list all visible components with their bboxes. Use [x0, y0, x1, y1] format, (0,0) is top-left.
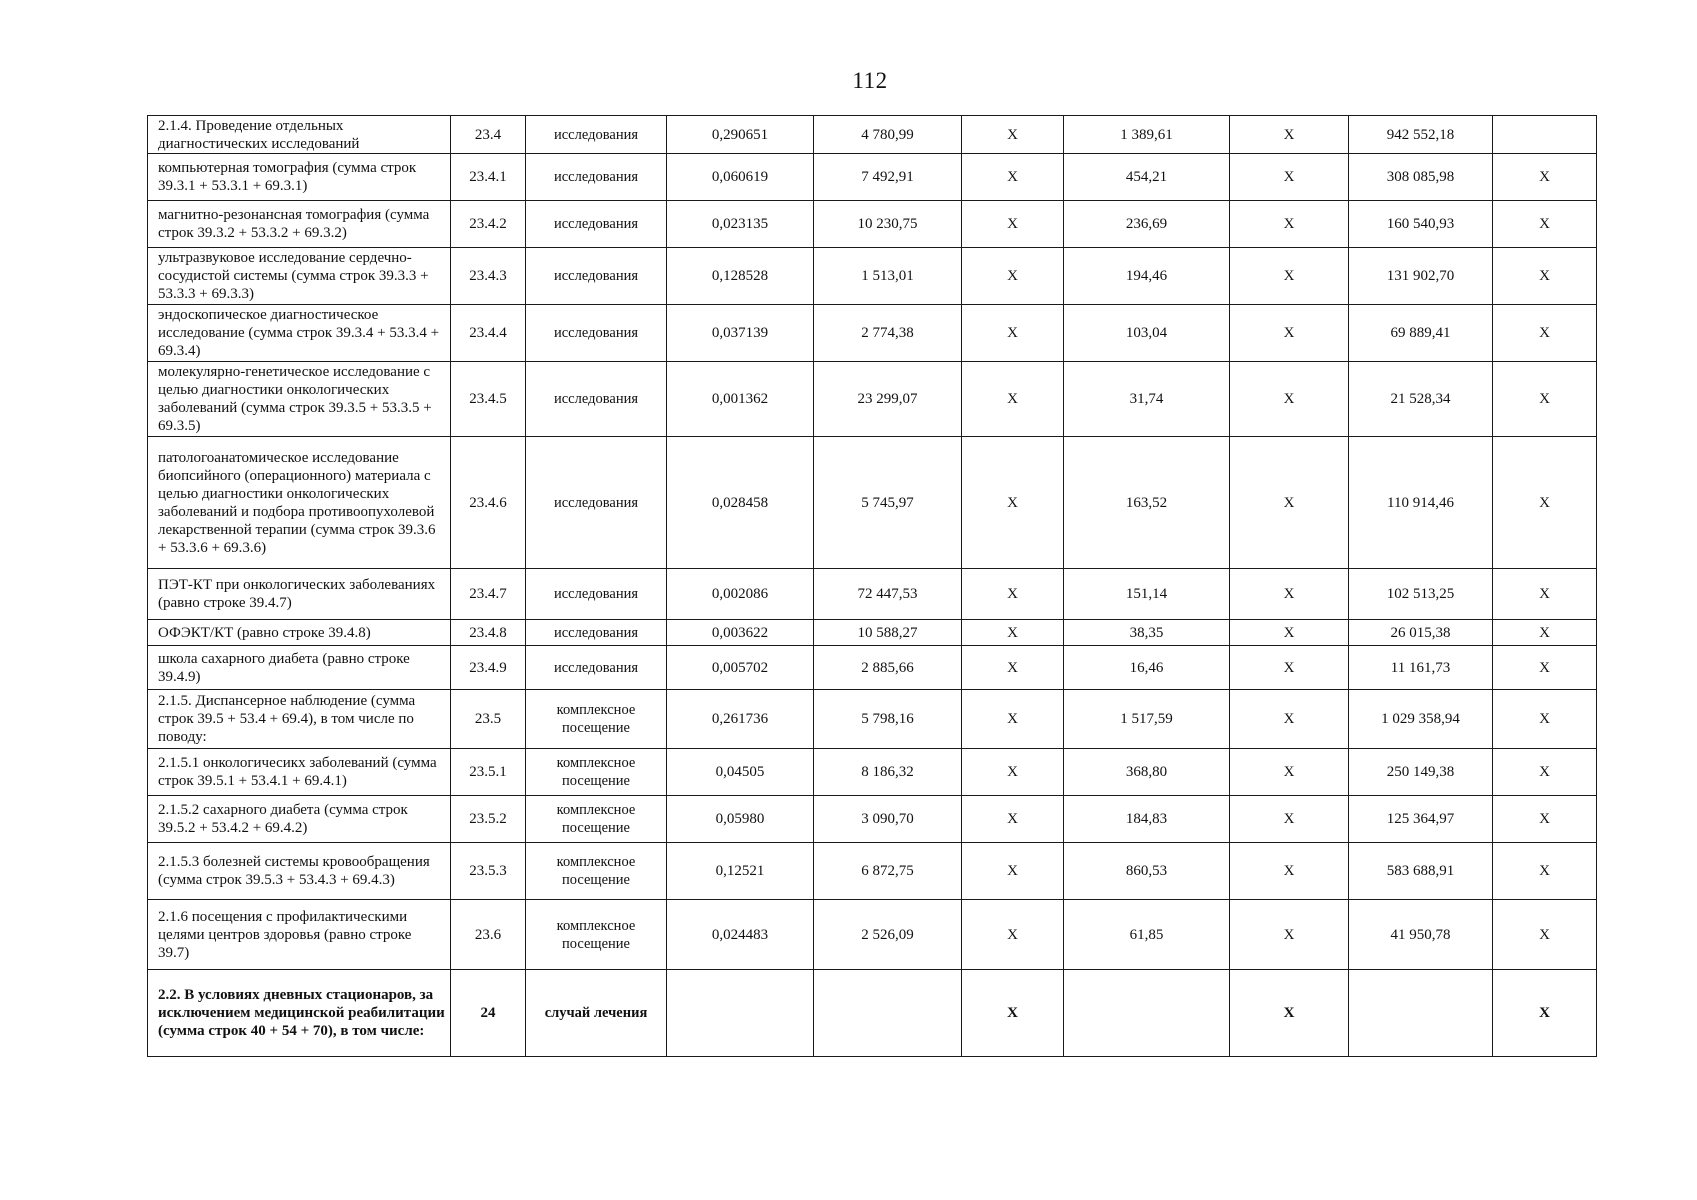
table-row — [148, 646, 1597, 690]
row-col-6: Х — [962, 843, 1064, 900]
row-col-10: Х — [1493, 362, 1597, 437]
row-col-8: Х — [1230, 305, 1349, 362]
row-description: 2.2. В условиях дневных стационаров, за исключением медицинской реабилитации (сумма строк 40 + 54 + 70), в том числе: — [148, 970, 451, 1057]
row-col-7: 31,74 — [1064, 362, 1230, 437]
row-unit: исследования — [526, 646, 667, 690]
row-col-9: 21 528,34 — [1349, 362, 1493, 437]
row-col-6: Х — [962, 970, 1064, 1057]
row-col-8: Х — [1230, 796, 1349, 843]
row-col-5: 1 513,01 — [814, 248, 962, 305]
row-col-4: 0,060619 — [667, 154, 814, 201]
row-col-10: Х — [1493, 305, 1597, 362]
row-col-5: 2 774,38 — [814, 305, 962, 362]
row-col-9: 308 085,98 — [1349, 154, 1493, 201]
row-col-9: 41 950,78 — [1349, 900, 1493, 970]
row-col-6: Х — [962, 900, 1064, 970]
row-col-4: 0,001362 — [667, 362, 814, 437]
row-col-9: 250 149,38 — [1349, 749, 1493, 796]
row-col-7: 454,21 — [1064, 154, 1230, 201]
row-col-8: Х — [1230, 690, 1349, 749]
table-row — [148, 201, 1597, 248]
row-unit: исследования — [526, 362, 667, 437]
row-col-10: Х — [1493, 620, 1597, 646]
row-col-5: 2 526,09 — [814, 900, 962, 970]
row-col-9: 69 889,41 — [1349, 305, 1493, 362]
row-code: 23.5.2 — [451, 796, 526, 843]
row-unit: комплексное посещение — [526, 900, 667, 970]
table-row — [148, 690, 1597, 749]
table-row — [148, 569, 1597, 620]
row-unit: комплексное посещение — [526, 843, 667, 900]
row-col-8: Х — [1230, 569, 1349, 620]
row-col-8: Х — [1230, 201, 1349, 248]
row-col-4: 0,261736 — [667, 690, 814, 749]
row-unit: исследования — [526, 116, 667, 154]
row-col-4: 0,128528 — [667, 248, 814, 305]
row-col-5: 10 588,27 — [814, 620, 962, 646]
row-description: 2.1.6 посещения с профилактическими целями центров здоровья (равно строке 39.7) — [148, 900, 451, 970]
row-code: 23.4.4 — [451, 305, 526, 362]
row-code: 23.4.6 — [451, 437, 526, 569]
row-col-7: 368,80 — [1064, 749, 1230, 796]
row-col-9: 125 364,97 — [1349, 796, 1493, 843]
table-row — [148, 843, 1597, 900]
row-description: ультразвуковое исследование сердечно-сосудистой системы (сумма строк 39.3.3 + 53.3.3 + 69.3.3) — [148, 248, 451, 305]
row-unit: исследования — [526, 569, 667, 620]
table-row — [148, 305, 1597, 362]
table-row — [148, 796, 1597, 843]
row-code: 23.5.1 — [451, 749, 526, 796]
row-code: 23.4.9 — [451, 646, 526, 690]
row-col-6: Х — [962, 690, 1064, 749]
row-col-10: Х — [1493, 201, 1597, 248]
row-unit: комплексное посещение — [526, 690, 667, 749]
row-col-8: Х — [1230, 362, 1349, 437]
row-col-5: 6 872,75 — [814, 843, 962, 900]
row-col-8: Х — [1230, 646, 1349, 690]
row-col-6: Х — [962, 154, 1064, 201]
row-col-4: 0,04505 — [667, 749, 814, 796]
row-col-10: Х — [1493, 690, 1597, 749]
row-code: 23.4.3 — [451, 248, 526, 305]
row-col-4: 0,003622 — [667, 620, 814, 646]
row-col-5: 72 447,53 — [814, 569, 962, 620]
row-col-9: 102 513,25 — [1349, 569, 1493, 620]
table-row — [148, 970, 1597, 1057]
row-col-7 — [1064, 970, 1230, 1057]
row-description: 2.1.5.3 болезней системы кровообращения (сумма строк 39.5.3 + 53.4.3 + 69.4.3) — [148, 843, 451, 900]
row-col-10: Х — [1493, 796, 1597, 843]
row-col-10 — [1493, 116, 1597, 154]
row-col-7: 16,46 — [1064, 646, 1230, 690]
row-col-10: Х — [1493, 437, 1597, 569]
row-col-4 — [667, 970, 814, 1057]
row-col-9: 26 015,38 — [1349, 620, 1493, 646]
row-col-5: 23 299,07 — [814, 362, 962, 437]
row-col-9: 583 688,91 — [1349, 843, 1493, 900]
row-col-6: Х — [962, 116, 1064, 154]
table-row — [148, 749, 1597, 796]
row-code: 23.4.1 — [451, 154, 526, 201]
page-number: 112 — [852, 68, 888, 93]
row-col-7: 1 517,59 — [1064, 690, 1230, 749]
row-col-4: 0,024483 — [667, 900, 814, 970]
row-col-9 — [1349, 970, 1493, 1057]
row-col-4: 0,005702 — [667, 646, 814, 690]
row-unit: исследования — [526, 248, 667, 305]
table-row — [148, 154, 1597, 201]
row-col-6: Х — [962, 248, 1064, 305]
row-col-4: 0,037139 — [667, 305, 814, 362]
row-col-10: Х — [1493, 248, 1597, 305]
row-col-9: 160 540,93 — [1349, 201, 1493, 248]
row-col-8: Х — [1230, 154, 1349, 201]
row-col-5: 4 780,99 — [814, 116, 962, 154]
row-code: 23.4.5 — [451, 362, 526, 437]
row-description: молекулярно-генетическое исследование с целью диагностики онкологических заболеваний (сумма строк 39.3.5 + 53.3.5 + 69.3.5) — [148, 362, 451, 437]
row-unit: исследования — [526, 305, 667, 362]
row-col-7: 163,52 — [1064, 437, 1230, 569]
row-description: патологоанатомическое исследование биопсийного (операционного) материала с целью диагностики онкологических заболеваний и подбора противоопухолевой лекарственной терапии (сумма строк 39.3.6 + 53.3.6 + 69.3.6) — [148, 437, 451, 569]
row-col-8: Х — [1230, 970, 1349, 1057]
row-col-4: 0,05980 — [667, 796, 814, 843]
row-code: 23.4.8 — [451, 620, 526, 646]
row-col-7: 103,04 — [1064, 305, 1230, 362]
row-col-4: 0,12521 — [667, 843, 814, 900]
row-col-9: 942 552,18 — [1349, 116, 1493, 154]
row-code: 23.5 — [451, 690, 526, 749]
row-description: 2.1.4. Проведение отдельных диагностических исследований — [148, 116, 451, 154]
row-description: школа сахарного диабета (равно строке 39.4.9) — [148, 646, 451, 690]
row-col-7: 236,69 — [1064, 201, 1230, 248]
row-unit: исследования — [526, 154, 667, 201]
row-col-10: Х — [1493, 154, 1597, 201]
row-col-7: 151,14 — [1064, 569, 1230, 620]
row-col-5: 10 230,75 — [814, 201, 962, 248]
row-unit: исследования — [526, 201, 667, 248]
row-col-5: 3 090,70 — [814, 796, 962, 843]
table-row — [148, 362, 1597, 437]
table-body — [148, 116, 1597, 1057]
row-col-7: 61,85 — [1064, 900, 1230, 970]
row-description: эндоскопическое диагностическое исследование (сумма строк 39.3.4 + 53.3.4 + 69.3.4) — [148, 305, 451, 362]
row-col-7: 184,83 — [1064, 796, 1230, 843]
row-unit: комплексное посещение — [526, 749, 667, 796]
table-row — [148, 437, 1597, 569]
table-row — [148, 116, 1597, 154]
row-description: 2.1.5. Диспансерное наблюдение (сумма строк 39.5 + 53.4 + 69.4), в том числе по поводу: — [148, 690, 451, 749]
row-col-10: Х — [1493, 569, 1597, 620]
row-unit: случай лечения — [526, 970, 667, 1057]
row-col-8: Х — [1230, 843, 1349, 900]
row-col-6: Х — [962, 796, 1064, 843]
row-col-9: 1 029 358,94 — [1349, 690, 1493, 749]
row-col-5: 5 798,16 — [814, 690, 962, 749]
row-col-9: 131 902,70 — [1349, 248, 1493, 305]
row-col-8: Х — [1230, 116, 1349, 154]
row-description: магнитно-резонансная томография (сумма строк 39.3.2 + 53.3.2 + 69.3.2) — [148, 201, 451, 248]
row-col-6: Х — [962, 305, 1064, 362]
row-col-5: 2 885,66 — [814, 646, 962, 690]
row-col-7: 38,35 — [1064, 620, 1230, 646]
row-col-8: Х — [1230, 620, 1349, 646]
row-col-5: 8 186,32 — [814, 749, 962, 796]
row-col-4: 0,028458 — [667, 437, 814, 569]
row-code: 23.4.2 — [451, 201, 526, 248]
row-col-8: Х — [1230, 248, 1349, 305]
row-col-4: 0,023135 — [667, 201, 814, 248]
row-col-5: 5 745,97 — [814, 437, 962, 569]
row-unit: исследования — [526, 620, 667, 646]
row-code: 23.5.3 — [451, 843, 526, 900]
row-description: ОФЭКТ/КТ (равно строке 39.4.8) — [148, 620, 451, 646]
row-unit: комплексное посещение — [526, 796, 667, 843]
row-col-10: Х — [1493, 900, 1597, 970]
row-col-10: Х — [1493, 843, 1597, 900]
table-row — [148, 248, 1597, 305]
row-code: 23.4.7 — [451, 569, 526, 620]
row-description: компьютерная томография (сумма строк 39.3.1 + 53.3.1 + 69.3.1) — [148, 154, 451, 201]
row-code: 23.6 — [451, 900, 526, 970]
row-col-9: 110 914,46 — [1349, 437, 1493, 569]
row-col-10: Х — [1493, 749, 1597, 796]
table-row — [148, 620, 1597, 646]
row-col-6: Х — [962, 749, 1064, 796]
row-description: ПЭТ-КТ при онкологических заболеваниях (равно строке 39.4.7) — [148, 569, 451, 620]
row-col-5 — [814, 970, 962, 1057]
row-col-7: 860,53 — [1064, 843, 1230, 900]
row-code: 24 — [451, 970, 526, 1057]
row-col-10: Х — [1493, 970, 1597, 1057]
row-col-6: Х — [962, 646, 1064, 690]
row-col-8: Х — [1230, 749, 1349, 796]
row-col-7: 194,46 — [1064, 248, 1230, 305]
data-table — [147, 115, 1597, 1057]
row-col-6: Х — [962, 569, 1064, 620]
row-col-7: 1 389,61 — [1064, 116, 1230, 154]
row-col-8: Х — [1230, 437, 1349, 569]
row-code: 23.4 — [451, 116, 526, 154]
row-col-4: 0,002086 — [667, 569, 814, 620]
row-col-6: Х — [962, 437, 1064, 569]
row-col-4: 0,290651 — [667, 116, 814, 154]
row-unit: исследования — [526, 437, 667, 569]
row-description: 2.1.5.1 онкологичесикх заболеваний (сумма строк 39.5.1 + 53.4.1 + 69.4.1) — [148, 749, 451, 796]
row-col-10: Х — [1493, 646, 1597, 690]
row-col-5: 7 492,91 — [814, 154, 962, 201]
row-description: 2.1.5.2 сахарного диабета (сумма строк 39.5.2 + 53.4.2 + 69.4.2) — [148, 796, 451, 843]
row-col-9: 11 161,73 — [1349, 646, 1493, 690]
row-col-6: Х — [962, 362, 1064, 437]
row-col-6: Х — [962, 620, 1064, 646]
table-row — [148, 900, 1597, 970]
row-col-8: Х — [1230, 900, 1349, 970]
row-col-6: Х — [962, 201, 1064, 248]
